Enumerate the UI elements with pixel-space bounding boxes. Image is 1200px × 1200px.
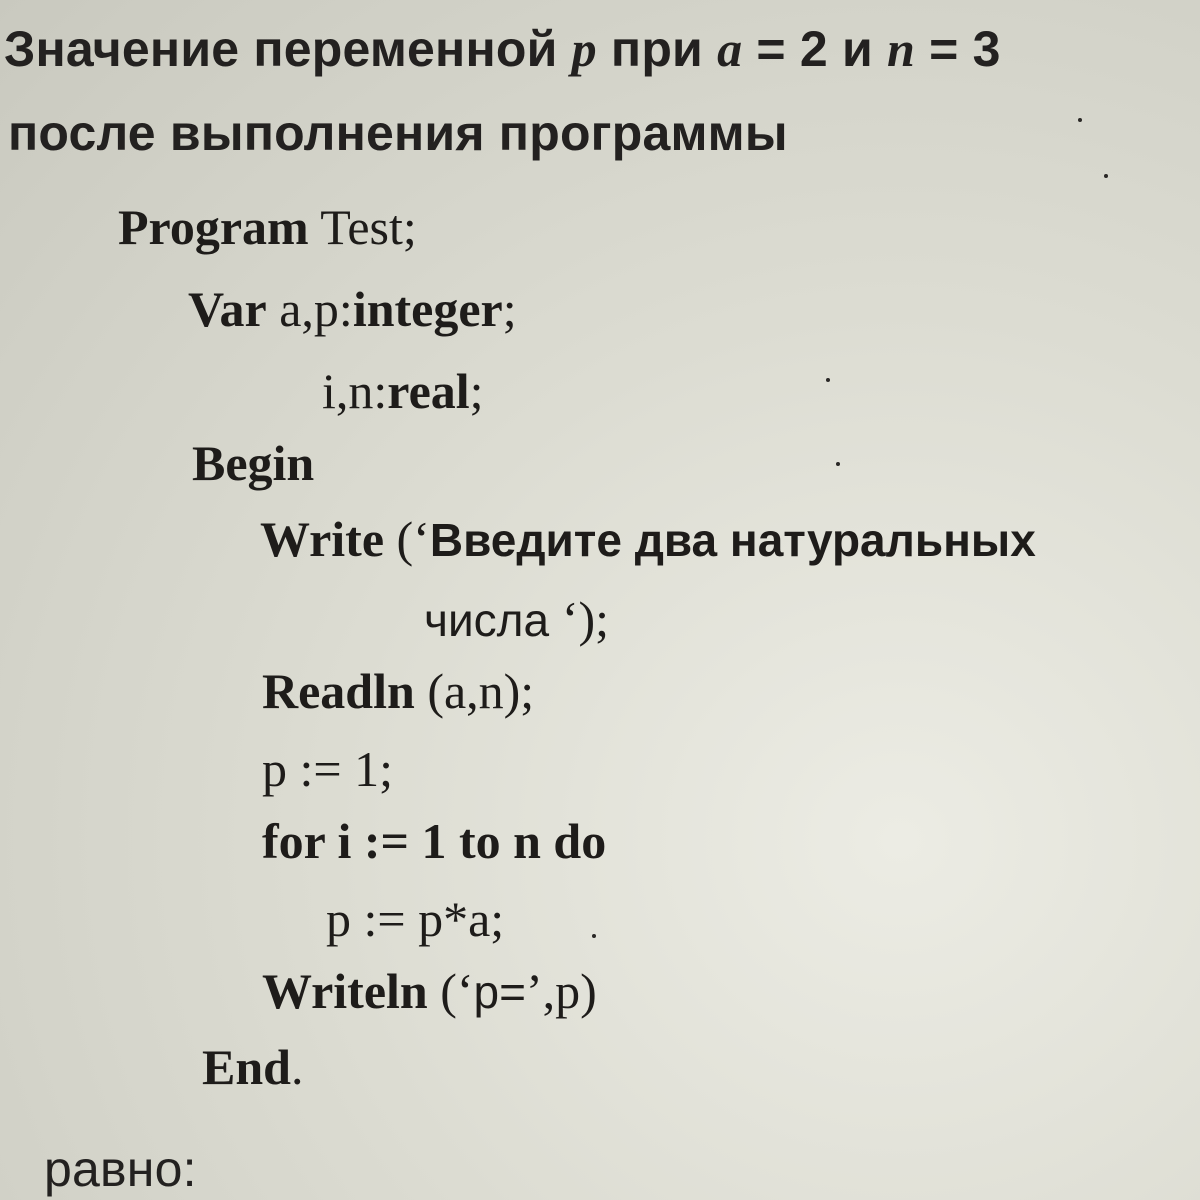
end-period: . [290, 1039, 304, 1095]
question-text-suffix: = 3 [915, 21, 1001, 77]
semicolon-1: ; [502, 281, 517, 337]
keyword-writeln: Writeln [262, 963, 428, 1019]
loop-body: p := p*a; [326, 891, 505, 947]
write-close: ‘); [561, 591, 610, 647]
assign-p-one: p := 1; [262, 741, 393, 797]
keyword-write: Write [260, 511, 385, 567]
question-line-2 [8, 104, 788, 162]
writeln-open: (‘ [427, 963, 474, 1019]
semicolon-2: ; [469, 363, 484, 419]
code-end-line [202, 1038, 303, 1096]
question-text-mid1: при [596, 21, 718, 77]
keyword-end: End [202, 1039, 291, 1095]
type-real: real [387, 363, 470, 419]
write-open-quote: (‘ [384, 511, 430, 567]
speck-mark [1104, 174, 1108, 178]
answer-label [44, 1140, 197, 1198]
code-writeln-line [262, 962, 597, 1020]
code-program-line [118, 198, 417, 256]
write-string-text: Введите два натуральных [429, 514, 1036, 566]
question-text-mid2: = 2 и [742, 21, 888, 77]
question-text-line2: после выполнения программы [8, 105, 788, 161]
code-write-continuation [424, 590, 609, 648]
write-string-continuation: числа [424, 594, 562, 646]
var-names-2: i,n: [322, 363, 388, 419]
variable-a: a [717, 21, 743, 77]
variable-p: p [571, 21, 597, 77]
code-loop-body-line [326, 890, 504, 948]
type-integer: integer [352, 281, 503, 337]
code-var-line [188, 280, 517, 338]
code-for-line [262, 812, 606, 870]
var-names-1: a,p: [266, 281, 353, 337]
answer-label-text: равно: [44, 1141, 197, 1197]
code-write-line [260, 510, 1036, 568]
code-begin-line [192, 434, 314, 492]
for-loop-header: for i := 1 to n do [262, 813, 607, 869]
program-name: Test; [308, 199, 417, 255]
keyword-program: Program [118, 199, 309, 255]
keyword-begin: Begin [192, 435, 315, 491]
speck-mark [592, 934, 596, 938]
speck-mark [1078, 118, 1082, 122]
keyword-readln: Readln [262, 663, 415, 719]
code-readln-line [262, 662, 534, 720]
writeln-string: p= [473, 966, 526, 1018]
writeln-close: ’,p) [526, 963, 597, 1019]
code-assign-line [262, 740, 393, 798]
readln-args: (a,n); [414, 663, 535, 719]
question-text-prefix: Значение переменной [4, 21, 572, 77]
variable-n: n [887, 21, 916, 77]
keyword-var: Var [188, 281, 267, 337]
speck-mark [836, 462, 840, 466]
speck-mark [826, 378, 830, 382]
code-var-line-2 [322, 362, 484, 420]
question-line-1 [4, 20, 1001, 78]
